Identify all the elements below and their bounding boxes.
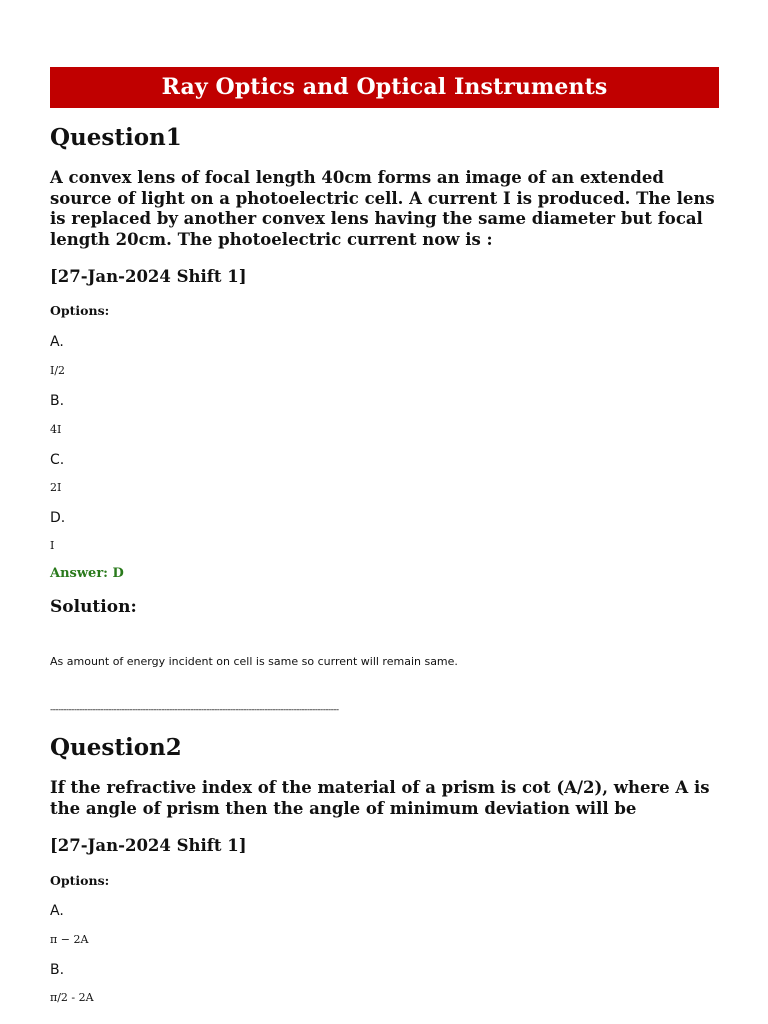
question-2-option-b-letter: B. [50, 962, 65, 978]
question-1-solution-text: As amount of energy incident on cell is same so current will remain same. [50, 655, 458, 668]
question-1-shift: [27-Jan-2024 Shift 1] [50, 267, 247, 286]
question-2-option-b-value: π/2 - 2A [50, 991, 94, 1004]
question-1-options-label: Options: [50, 303, 110, 318]
chapter-title-banner [50, 67, 719, 108]
question-2-heading: Question2 [50, 734, 182, 761]
question-1-heading: Question1 [50, 124, 182, 151]
question-2-shift: [27-Jan-2024 Shift 1] [50, 836, 247, 855]
question-1-option-a-letter: A. [50, 334, 64, 350]
question-1-option-b-letter: B. [50, 393, 65, 409]
question-2-option-a-letter: A. [50, 903, 64, 919]
question-1-option-d-letter: D. [50, 510, 66, 526]
question-1-option-c-value: 2I [50, 481, 62, 494]
question-2-options-label: Options: [50, 873, 110, 888]
question-1-solution-heading: Solution: [50, 597, 137, 617]
question-2-text: If the refractive index of the material of a prism is cot (A/2), where A is the angle of prism then the angle of minimum deviation will be [50, 778, 710, 818]
question-separator: ------------------------------------------------------------------------------------------------------------- [50, 705, 339, 715]
question-1-option-b-value: 4I [50, 423, 62, 436]
question-2-option-a-value: π − 2A [50, 933, 89, 946]
question-1-text: A convex lens of focal length 40cm forms an image of an extended source of light on a photoelectric cell. A current I is produced. The lens is replaced by another convex lens having the same diameter but focal length 20cm. The photoelectric current now is : [50, 168, 715, 249]
question-1-answer: Answer: D [50, 566, 124, 581]
question-1-option-c-letter: C. [50, 452, 65, 468]
question-1-option-a-value: I/2 [50, 364, 66, 377]
chapter-title: Ray Optics and Optical Instruments [161, 74, 608, 100]
question-1-option-d-value: I [50, 539, 55, 552]
